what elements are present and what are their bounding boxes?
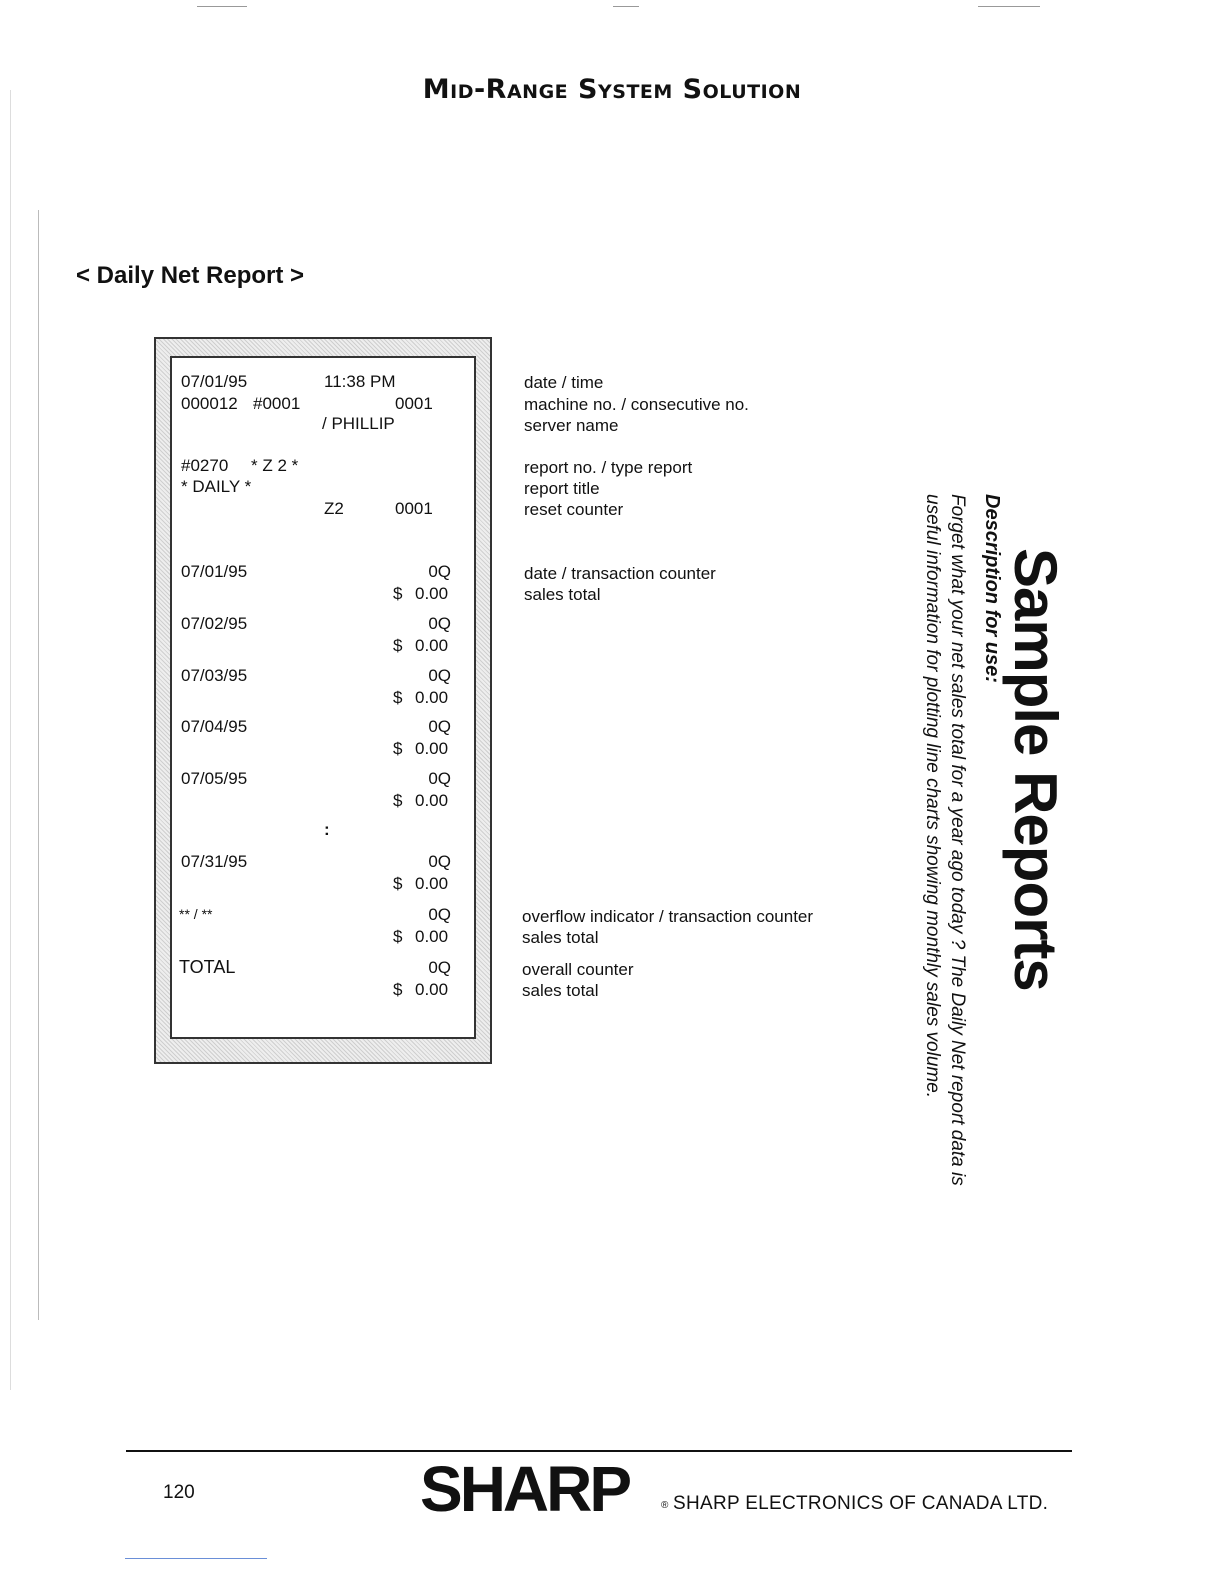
row-dollar-sign: $: [393, 584, 403, 603]
desc-date-counter: date / transaction counter: [524, 564, 716, 583]
registered-mark: ®: [661, 1500, 669, 1511]
row-amount: 0.00: [415, 688, 449, 707]
receipt-machine-no: 000012: [181, 394, 238, 413]
row-dollar-sign: $: [393, 874, 403, 893]
row-amount: 0.00: [415, 636, 449, 655]
total-amount: 0.00: [415, 980, 449, 999]
overflow-amount: 0.00: [415, 927, 449, 946]
row-amount: 0.00: [415, 739, 449, 758]
desc-report-no: report no. / type report: [524, 458, 693, 477]
section-title: < Daily Net Report >: [76, 262, 305, 289]
row-ellipsis: :: [324, 820, 330, 839]
overflow-dollar-sign: $: [393, 927, 403, 946]
side-subtitle: Description for use:: [981, 494, 1003, 683]
row-dollar-sign: $: [393, 688, 403, 707]
receipt-report-no: #0270: [181, 456, 229, 475]
desc-server: server name: [524, 416, 619, 435]
side-description: [920, 494, 970, 1186]
row-count: 0Q: [428, 666, 451, 685]
row-amount: 0.00: [415, 791, 449, 810]
scan-line: [197, 6, 247, 7]
receipt-time: 11:38 PM: [324, 372, 396, 391]
row-amount: 0.00: [415, 874, 449, 893]
row-dollar-sign: $: [393, 636, 403, 655]
receipt-reset-label: Z2: [324, 499, 344, 518]
total-count: 0Q: [428, 958, 451, 977]
row-date: 07/03/95: [181, 666, 248, 685]
desc-overflow: overflow indicator / transaction counter: [522, 907, 814, 926]
scan-line: [125, 1558, 267, 1559]
desc-machine: machine no. / consecutive no.: [524, 395, 749, 414]
receipt-date: 07/01/95: [181, 372, 248, 391]
row-dollar-sign: $: [393, 791, 403, 810]
side-title: Sample Reports: [1002, 548, 1069, 991]
row-date: 07/04/95: [181, 717, 248, 736]
row-count: 0Q: [428, 614, 451, 633]
company-name: SHARP ELECTRONICS OF CANADA LTD.: [673, 1493, 1049, 1514]
receipt-consecutive-no: 0001: [395, 394, 433, 413]
receipt-report-type: * Z 2 *: [251, 456, 299, 475]
scan-line: [613, 6, 639, 7]
desc-sales-total: sales total: [524, 585, 601, 604]
row-date: 07/31/95: [181, 852, 248, 871]
row-date: 07/05/95: [181, 769, 248, 788]
sharp-logo: SHARP: [420, 1453, 630, 1525]
scan-margin-line: [10, 90, 11, 1390]
row-count: 0Q: [428, 769, 451, 788]
desc-overall: overall counter: [522, 960, 634, 979]
page-header: Mid-Range System Solution: [422, 74, 802, 105]
desc-reset: reset counter: [524, 500, 624, 519]
total-dollar-sign: $: [393, 980, 403, 999]
row-count: 0Q: [428, 717, 451, 736]
desc-sales-total: sales total: [522, 928, 599, 947]
total-label: TOTAL: [179, 957, 236, 977]
row-amount: 0.00: [415, 584, 449, 603]
overflow-indicator: ** / **: [179, 906, 213, 922]
side-description-line: useful information for plotting line charts showing monthly sales volume.: [922, 494, 943, 1099]
receipt-reset-counter: 0001: [395, 499, 433, 518]
row-dollar-sign: $: [393, 739, 403, 758]
receipt-consecutive-hash: #0001: [253, 394, 301, 413]
page-number: 120: [163, 1482, 195, 1503]
scan-line: [978, 6, 1040, 7]
desc-date-time: date / time: [524, 373, 604, 392]
receipt-report-title: * DAILY *: [181, 477, 252, 496]
desc-report-title: report title: [524, 479, 600, 498]
overflow-count: 0Q: [428, 905, 451, 924]
row-count: 0Q: [428, 852, 451, 871]
row-count: 0Q: [428, 562, 451, 581]
receipt-server-name: / PHILLIP: [322, 414, 395, 433]
side-description-line: Forget what your net sales total for a year ago today ? The Daily Net report data is: [947, 494, 968, 1186]
row-date: 07/02/95: [181, 614, 248, 633]
desc-sales-total: sales total: [522, 981, 599, 1000]
row-date: 07/01/95: [181, 562, 248, 581]
scan-margin-line: [38, 210, 39, 1320]
